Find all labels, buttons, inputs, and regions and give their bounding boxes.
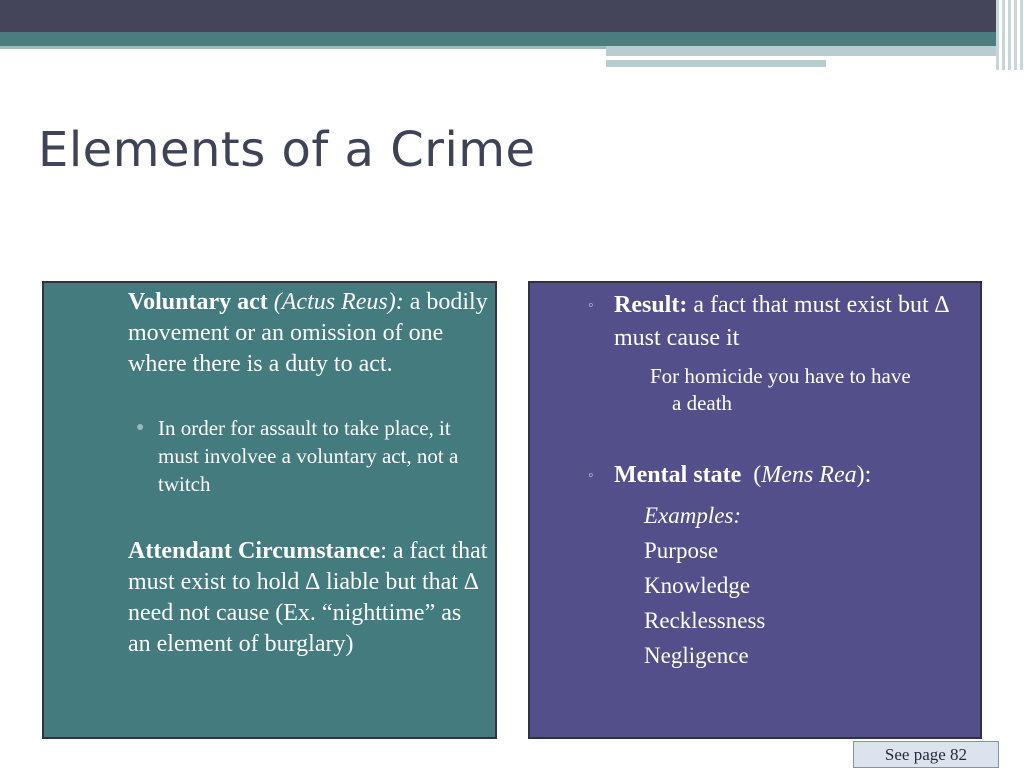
mental-state-term: Mental state bbox=[614, 462, 742, 488]
attendant-circumstance-item bbox=[128, 536, 488, 660]
example-item: Purpose bbox=[644, 538, 719, 563]
mental-state-item bbox=[588, 459, 974, 492]
ring-bullet-icon: ◦ bbox=[588, 297, 594, 314]
mens-rea-latin: Mens Rea bbox=[761, 462, 857, 488]
see-page-note: See page 82 bbox=[853, 741, 999, 768]
slide-title: Elements of a Crime bbox=[38, 122, 536, 178]
corner-stripes-decoration bbox=[996, 0, 1024, 70]
result-term: Result: bbox=[614, 292, 688, 318]
assault-sub-text: In order for assault to take place, it must involvee a voluntary act, not a twitch bbox=[158, 416, 459, 496]
assault-sub-item bbox=[136, 414, 488, 498]
voluntary-act-definition: a bodily movement or an omission of one where there is a duty to act. bbox=[128, 289, 488, 377]
top-banner-stripe bbox=[606, 46, 1000, 56]
result-item bbox=[588, 289, 974, 355]
homicide-sub-line1: For homicide you have to have bbox=[650, 364, 911, 388]
top-banner-stripe bbox=[606, 60, 826, 67]
bullet-dot-icon: ● bbox=[136, 420, 145, 435]
examples-label: Examples: bbox=[644, 503, 742, 528]
right-content-panel bbox=[528, 281, 982, 739]
attendant-circumstance-definition: : a fact that must exist to hold ∆ liable but that ∆ need not cause (Ex. “nighttime” as an element of burglary) bbox=[128, 538, 488, 657]
attendant-circumstance-term: Attendant Circumstance bbox=[128, 538, 381, 564]
mens-rea-open-paren: ( bbox=[753, 462, 762, 488]
voluntary-act-item bbox=[128, 287, 488, 380]
result-definition: a fact that must exist but ∆ must cause it bbox=[614, 292, 950, 351]
mens-rea-close: ): bbox=[856, 462, 872, 488]
homicide-sub-line2: a death bbox=[672, 391, 733, 415]
ring-bullet-icon: ◦ bbox=[588, 467, 594, 484]
left-content-panel bbox=[42, 281, 497, 739]
example-item: Negligence bbox=[644, 643, 749, 668]
homicide-sub-item bbox=[650, 363, 970, 417]
top-banner-teal bbox=[0, 32, 1000, 46]
example-item: Recklessness bbox=[644, 608, 766, 633]
top-banner-stripe bbox=[0, 46, 606, 49]
voluntary-act-term: Voluntary act bbox=[128, 289, 268, 315]
example-item: Knowledge bbox=[644, 573, 751, 598]
top-banner-stripe bbox=[606, 56, 948, 59]
top-banner-dark bbox=[0, 0, 1024, 32]
actus-reus-latin: (Actus Reus): bbox=[273, 289, 404, 315]
mental-state-examples-list bbox=[644, 498, 765, 673]
